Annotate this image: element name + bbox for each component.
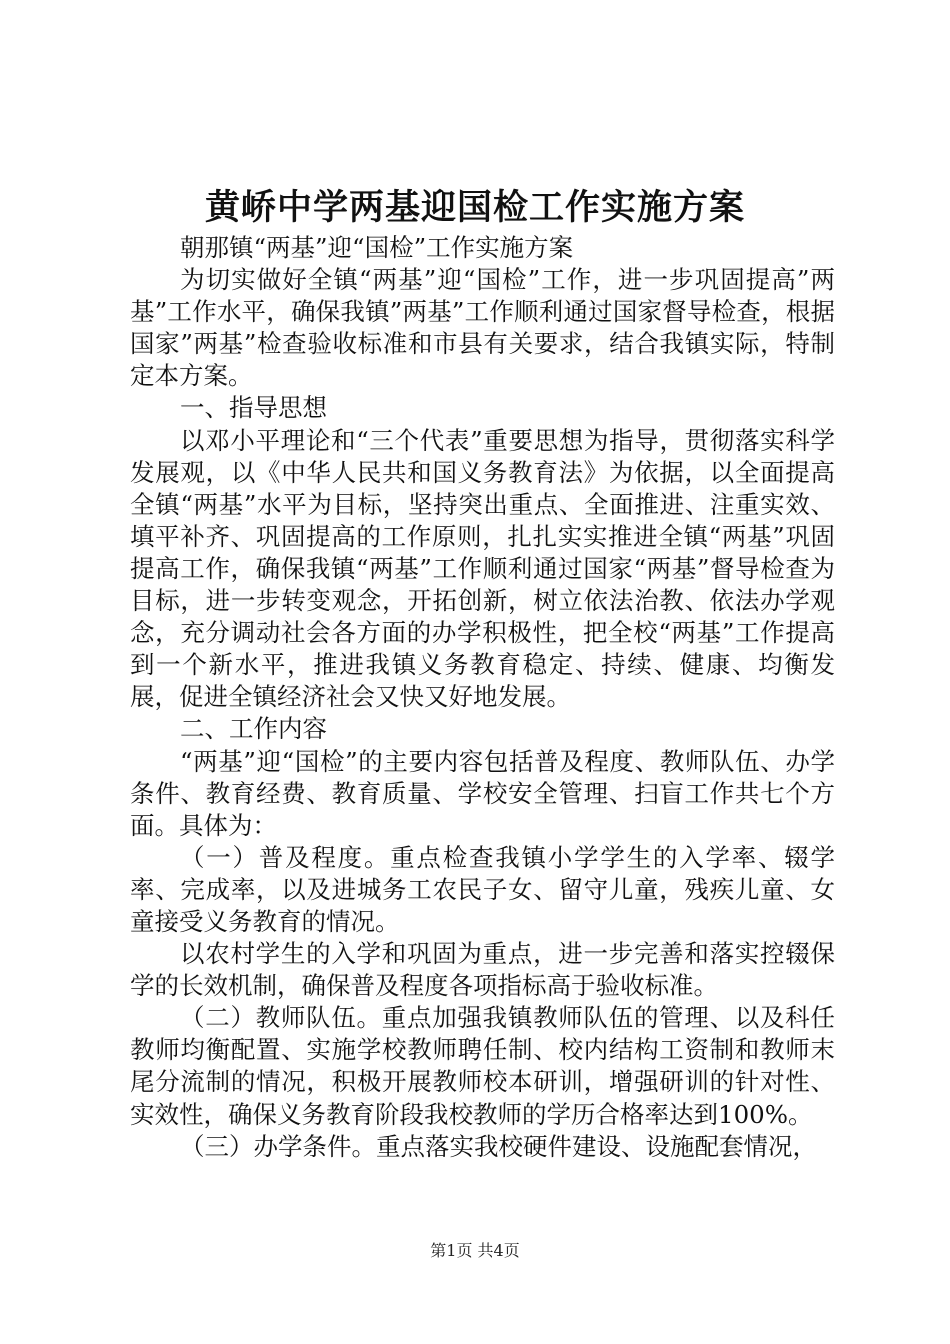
item-3-paragraph: （三）办学条件。重点落实我校硬件建设、设施配套情况， — [180, 1131, 817, 1161]
item-2-paragraph: （二）教师队伍。重点加强我镇教师队伍的管理、以及科任教师均衡配置、实施学校教师聘任制、校内结构工资制和教师末尾分流制的情况，积极开展教师校本研训，增强研训的针对性、实效性，确保义务教育阶段我校教师的学历合格率达到100%。 — [130, 1003, 835, 1129]
document-title: 黄峤中学两基迎国检工作实施方案 — [204, 187, 745, 228]
subtitle-paragraph: 朝那镇“两基”迎“国检”工作实施方案 — [180, 233, 574, 262]
section-heading-work-content: 二、工作内容 — [180, 714, 327, 744]
work-content-paragraph: “两基”迎“国检”的主要内容包括普及程度、教师队伍、办学条件、教育经费、教育质量、学校安全管理、扫盲工作共七个方面。具体为： — [130, 746, 835, 840]
page-footer: 第1页 共4页 — [430, 1241, 520, 1260]
guiding-thought-paragraph: 以邓小平理论和“三个代表”重要思想为指导，贯彻落实科学发展观，以《中华人民共和国义务教育法》为依据，以全面提高全镇“两基”水平为目标，坚持突出重点、全面推进、注重实效、填平补齐、巩固提高的工作原则，扎扎实实推进全镇“两基”巩固提高工作，确保我镇“两基”工作顺利通过国家“两基”督导检查为目标，进一步转变观念，开拓创新，树立依法治教、依法办学观念，充分调动社会各方面的办学积极性，把全校“两基”工作提高到一个新水平，推进我镇义务教育稳定、持续、健康、均衡发展，促进全镇经济社会又快又好地发展。 — [130, 425, 835, 712]
item-1-detail-paragraph: 以农村学生的入学和巩固为重点，进一步完善和落实控辍保学的长效机制，确保普及程度各项指标高于验收标准。 — [130, 939, 835, 1001]
item-1-paragraph: （一）普及程度。重点检查我镇小学学生的入学率、辍学率、完成率，以及进城务工农民子女、留守儿童，残疾儿童、女童接受义务教育的情况。 — [130, 842, 835, 936]
intro-paragraph: 为切实做好全镇“两基”迎“国检”工作，进一步巩固提高”两基”工作水平，确保我镇”两基”工作顺利通过国家督导检查，根据国家”两基”检查验收标准和市县有关要求，结合我镇实际，特制定本方案。 — [130, 265, 835, 391]
section-heading-guiding-thought: 一、指导思想 — [180, 393, 327, 423]
document-body — [130, 232, 835, 1163]
